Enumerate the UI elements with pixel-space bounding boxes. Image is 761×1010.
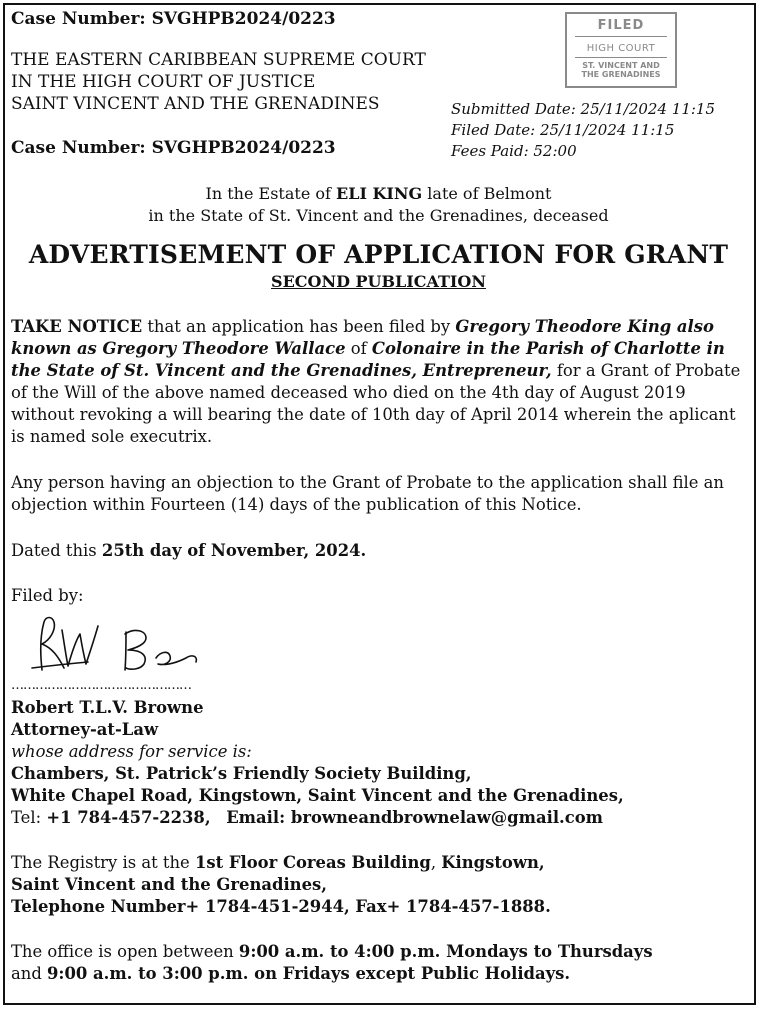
- court-line-2: IN THE HIGH COURT OF JUSTICE: [11, 72, 316, 92]
- take-notice: TAKE NOTICE: [11, 317, 143, 336]
- case-number-top: Case Number: SVGHPB2024/0223: [11, 9, 336, 29]
- notice-paragraph: [11, 316, 749, 448]
- registry-line-1: [11, 852, 545, 873]
- stamp-place-1: ST. VINCENT AND: [582, 61, 660, 70]
- filed-date: Filed Date: 25/11/2024 11:15: [451, 121, 675, 139]
- stamp-place-2: THE GRENADINES: [581, 70, 661, 79]
- office-and: and: [11, 964, 48, 983]
- registry-line-2: Saint Vincent and the Grenadines,: [11, 875, 327, 894]
- filed-stamp: [565, 12, 677, 88]
- filed-by-label: Filed by:: [11, 586, 84, 605]
- notice-text-2: of: [345, 339, 372, 358]
- email-label: Email:: [226, 808, 291, 827]
- court-line-1: THE EASTERN CARIBBEAN SUPREME COURT: [11, 50, 426, 70]
- stamp-filed: FILED: [597, 18, 645, 33]
- office-hours-weekdays: 9:00 a.m. to 4:00 p.m. Mondays to Thursdays: [238, 942, 653, 961]
- stamp-divider-2: [575, 57, 667, 58]
- attorney-address-2: White Chapel Road, Kingstown, Saint Vincent and the Grenadines,: [11, 786, 624, 805]
- notice-title: ADVERTISEMENT OF APPLICATION FOR GRANT: [28, 240, 729, 269]
- registry-town: Kingstown,: [441, 853, 545, 872]
- signature-image: [28, 612, 208, 678]
- registry-location: 1st Floor Coreas Building: [194, 853, 431, 872]
- estate-pre: In the Estate of: [205, 184, 337, 203]
- applicant-address: Colonaire in the Parish of Charlotte in the State of St. Vincent and the Grenadines, Entrepreneur,: [11, 339, 725, 380]
- submitted-date: Submitted Date: 25/11/2024 11:15: [451, 100, 716, 118]
- court-line-3: SAINT VINCENT AND THE GRENADINES: [11, 94, 380, 114]
- office-pre: The office is open between: [11, 942, 239, 961]
- attorney-title: Attorney-at-Law: [11, 720, 159, 739]
- estate-line-1: [0, 183, 757, 204]
- signature-line: ………………………………………: [11, 678, 191, 693]
- email-address: browneandbrownelaw@gmail.com: [290, 808, 604, 827]
- dated-date: 25th day of November, 2024.: [101, 541, 367, 560]
- fees-paid: Fees Paid: 52:00: [451, 142, 577, 160]
- registry-pre: The Registry is at the: [11, 853, 195, 872]
- estate-line-2: in the State of St. Vincent and the Grenadines, deceased: [148, 206, 609, 225]
- dated-pre: Dated this: [11, 541, 102, 560]
- notice-subtitle: SECOND PUBLICATION: [271, 272, 486, 291]
- notice-text-3: for a Grant of Probate of the Will of the above named deceased who died on the 4th day of August 2019 without revoking a will bearing the date of 10th day of April 2014 wherein the aplicant is named sole executrix.: [11, 361, 741, 446]
- case-number-bottom: Case Number: SVGHPB2024/0223: [11, 138, 336, 158]
- service-label: whose address for service is:: [11, 742, 252, 761]
- registry-sep: ,: [430, 853, 442, 872]
- notice-text-1: that an application has been filed by: [142, 317, 456, 336]
- tel-number: +1 784-457-2238,: [46, 808, 211, 827]
- stamp-divider: [575, 36, 667, 37]
- stamp-court: HIGH COURT: [586, 43, 656, 54]
- attorney-contact: [11, 807, 603, 828]
- dated-line: [11, 540, 749, 561]
- office-hours-2: [11, 963, 570, 984]
- applicant-name: Gregory Theodore King also known as Gregory Theodore Wallace: [11, 317, 714, 358]
- estate-post: late of Belmont: [422, 184, 552, 203]
- office-hours-1: [11, 941, 653, 962]
- attorney-address-1: Chambers, St. Patrick’s Friendly Society Building,: [11, 764, 472, 783]
- tel-label: Tel:: [11, 808, 47, 827]
- objection-paragraph: Any person having an objection to the Grant of Probate to the application shall file an objection within Fourteen (14) days of the publication of this Notice.: [11, 473, 724, 514]
- office-hours-friday: 9:00 a.m. to 3:00 p.m. on Fridays except Public Holidays.: [47, 964, 571, 983]
- registry-phone: Telephone Number+ 1784-451-2944, Fax+ 1784-457-1888.: [11, 897, 551, 916]
- deceased-name: ELI KING: [336, 184, 423, 203]
- attorney-name: Robert T.L.V. Browne: [11, 698, 204, 717]
